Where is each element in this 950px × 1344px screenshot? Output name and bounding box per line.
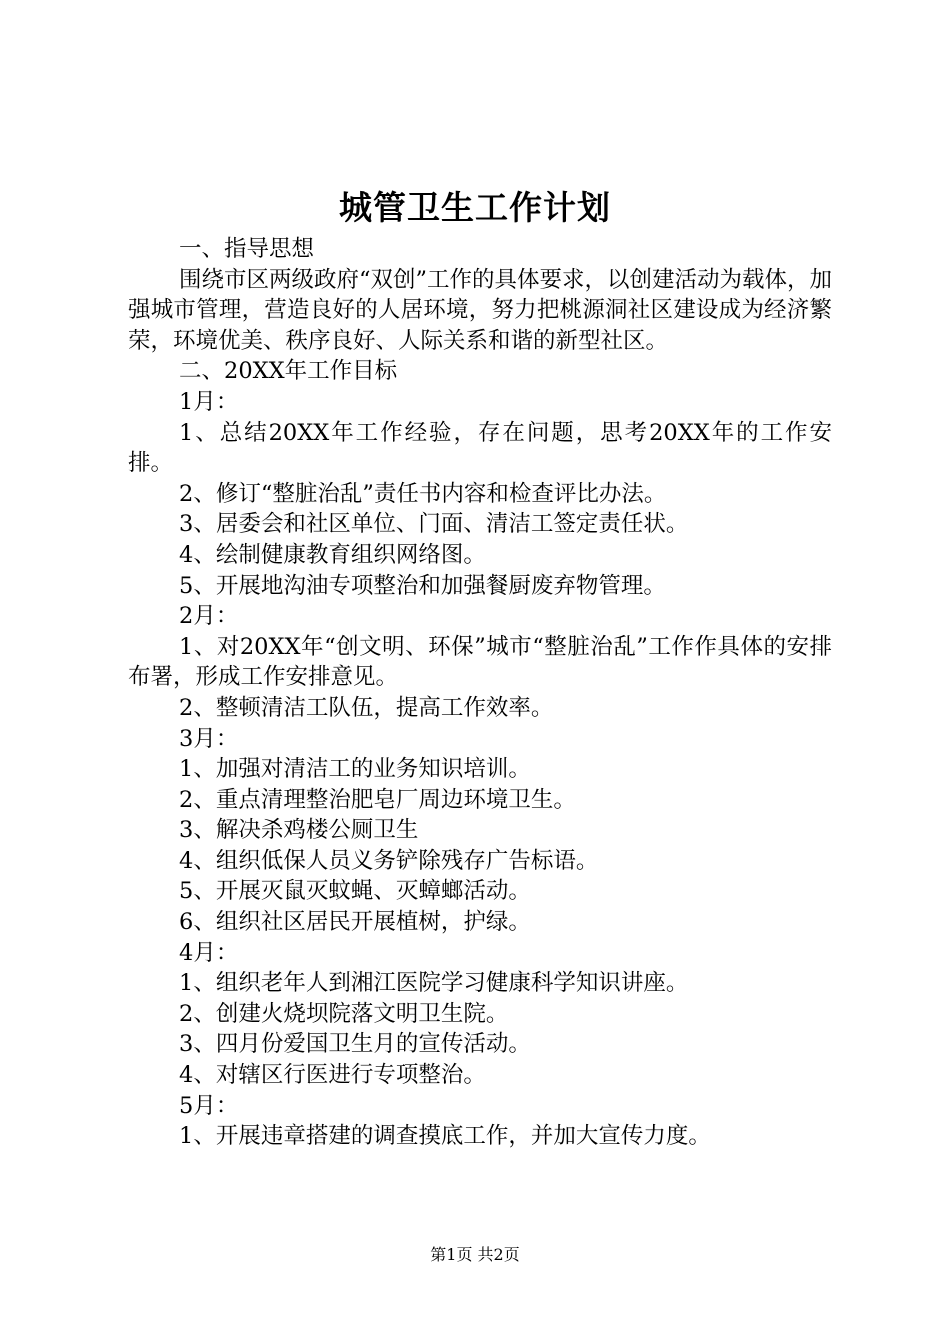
document-body: [128, 234, 832, 1152]
list-item: 2、修订“整脏治乱”责任书内容和检查评比办法。: [179, 480, 667, 507]
list-item: 2、重点清理整治肥皂厂周边环境卫生。: [179, 786, 576, 813]
month-heading: 4月：: [179, 939, 239, 966]
section-heading: 二、20XX年工作目标: [179, 358, 398, 385]
month-heading: 2月：: [179, 603, 239, 630]
list-item: 3、解决杀鸡楼公厕卫生: [179, 817, 419, 844]
list-item: 4、组织低保人员义务铲除残存广告标语。: [179, 847, 599, 874]
list-item: 1、加强对清洁工的业务知识培训。: [179, 756, 531, 783]
list-item: 1、开展违章搭建的调查摸底工作，并加大宣传力度。: [179, 1123, 711, 1150]
list-item: 4、绘制健康教育组织网络图。: [179, 541, 486, 568]
section-heading: 一、指导思想: [179, 236, 315, 262]
body-paragraph: 围绕市区两级政府“双创”工作的具体要求，以创建活动为载体，加强城市管理，营造良好的人居环境，努力把桃源洞社区建设成为经济繁荣，环境优美、秩序良好、人际关系和谐的新型社区。: [128, 266, 833, 354]
list-item: 1、对20XX年“创文明、环保”城市“整脏治乱”工作作具体的安排布署，形成工作安排意见。: [128, 633, 832, 691]
list-item: 2、整顿清洁工队伍，提高工作效率。: [179, 694, 554, 721]
list-item: 1、组织老年人到湘江医院学习健康科学知识讲座。: [179, 970, 689, 997]
list-item: 3、四月份爱国卫生月的宣传活动。: [179, 1031, 531, 1058]
page-footer: 第1页 共2页: [430, 1245, 520, 1264]
document-title: 城管卫生工作计划: [339, 188, 611, 227]
month-heading: 1月：: [179, 388, 239, 415]
list-item: 2、创建火烧坝院落文明卫生院。: [179, 1000, 509, 1027]
list-item: 3、居委会和社区单位、门面、清洁工签定责任状。: [179, 511, 689, 538]
list-item: 1、总结20XX年工作经验，存在问题，思考20XX年的工作安排。: [128, 419, 832, 477]
list-item: 5、开展地沟油专项整治和加强餐厨废弃物管理。: [179, 572, 666, 599]
list-item: 5、开展灭鼠灭蚊蝇、灭蟑螂活动。: [179, 878, 531, 905]
month-heading: 5月：: [179, 1092, 239, 1119]
month-heading: 3月：: [179, 725, 239, 752]
list-item: 4、对辖区行医进行专项整治。: [179, 1062, 486, 1089]
list-item: 6、组织社区居民开展植树，护绿。: [179, 909, 531, 936]
